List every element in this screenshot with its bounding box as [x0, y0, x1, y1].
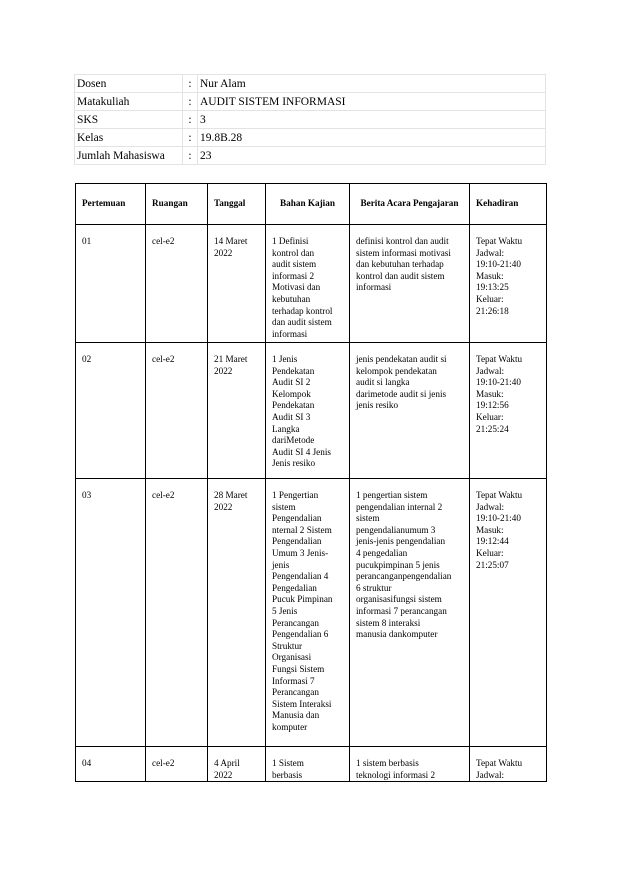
- header-tanggal: Tanggal: [208, 184, 266, 225]
- table-row: [76, 747, 547, 782]
- cell-ruangan: cel-e2: [146, 225, 208, 343]
- info-row-matakuliah: [75, 93, 546, 111]
- cell-kehadiran: Tepat Waktu Jadwal:: [470, 747, 547, 782]
- cell-berita-acara: 1 pengertian sistem pengendalian internal 2 sistem pengendalianumum 3 jenis-jenis pengendalian 4 pengedalian pucukpimpinan 5 jenis perancanganpengendalian 6 struktur organisasifungsi sistem informasi 7 perancangan sistem 8 interaksi manusia dankomputer: [350, 479, 470, 747]
- cell-tanggal: 14 Maret 2022: [208, 225, 266, 343]
- info-row-jumlah-mahasiswa: [75, 147, 546, 165]
- table-row: [76, 343, 547, 479]
- info-row-dosen: [75, 75, 546, 93]
- info-separator: :: [183, 111, 198, 129]
- info-value: 3: [198, 111, 546, 129]
- cell-pertemuan: 03: [76, 479, 146, 747]
- cell-pertemuan: 04: [76, 747, 146, 782]
- cell-tanggal: 28 Maret 2022: [208, 479, 266, 747]
- cell-tanggal: 4 April 2022: [208, 747, 266, 782]
- cell-kehadiran: Tepat Waktu Jadwal: 19:10-21:40 Masuk: 19:12:44 Keluar: 21:25:07: [470, 479, 547, 747]
- table-header-row: [76, 184, 547, 225]
- cell-berita-acara: definisi kontrol dan audit sistem informasi motivasi dan kebutuhan terhadap kontrol dan audit sistem informasi: [350, 225, 470, 343]
- header-kehadiran: Kehadiran: [470, 184, 547, 225]
- info-separator: :: [183, 147, 198, 165]
- cell-ruangan: cel-e2: [146, 479, 208, 747]
- cell-ruangan: cel-e2: [146, 343, 208, 479]
- info-label: Dosen: [75, 75, 183, 93]
- info-separator: :: [183, 75, 198, 93]
- cell-bahan-kajian: 1 Sistem berbasis: [266, 747, 350, 782]
- cell-bahan-kajian: 1 Definisi kontrol dan audit sistem informasi 2 Motivasi dan kebutuhan terhadap kontrol dan audit sistem informasi: [266, 225, 350, 343]
- info-value: Nur Alam: [198, 75, 546, 93]
- cell-berita-acara: 1 sistem berbasis teknologi informasi 2: [350, 747, 470, 782]
- cell-ruangan: cel-e2: [146, 747, 208, 782]
- cell-kehadiran: Tepat Waktu Jadwal: 19:10-21:40 Masuk: 19:13:25 Keluar: 21:26:18: [470, 225, 547, 343]
- cell-tanggal: 21 Maret 2022: [208, 343, 266, 479]
- cell-pertemuan: 01: [76, 225, 146, 343]
- table-row: [76, 479, 547, 747]
- cell-bahan-kajian: 1 Jenis Pendekatan Audit SI 2 Kelompok Pendekatan Audit SI 3 Langka dariMetode Audit SI 4 Jenis Jenis resiko: [266, 343, 350, 479]
- cell-berita-acara: jenis pendekatan audit si kelompok pendekatan audit si langka darimetode audit si jenis jenis resiko: [350, 343, 470, 479]
- info-row-sks: [75, 111, 546, 129]
- info-value: 23: [198, 147, 546, 165]
- cell-pertemuan: 02: [76, 343, 146, 479]
- info-separator: :: [183, 129, 198, 147]
- header-bahan-kajian: Bahan Kajian: [266, 184, 350, 225]
- info-value: AUDIT SISTEM INFORMASI: [198, 93, 546, 111]
- header-ruangan: Ruangan: [146, 184, 208, 225]
- info-label: Matakuliah: [75, 93, 183, 111]
- course-info-table: [74, 74, 546, 165]
- info-row-kelas: [75, 129, 546, 147]
- cell-bahan-kajian: 1 Pengertian sistem Pengendalian nternal 2 Sistem Pengendalian Umum 3 Jenis- jenis Pengendalian 4 Pengedalian Pucuk Pimpinan 5 Jenis Perancangan Pengendalian 6 Struktur Organisasi Fungsi Sistem Informasi 7 Perancangan Sistem Interaksi Manusia dan komputer: [266, 479, 350, 747]
- header-pertemuan: Pertemuan: [76, 184, 146, 225]
- cell-kehadiran: Tepat Waktu Jadwal: 19:10-21:40 Masuk: 19:12:56 Keluar: 21:25:24: [470, 343, 547, 479]
- info-value: 19.8B.28: [198, 129, 546, 147]
- info-label: SKS: [75, 111, 183, 129]
- info-label: Jumlah Mahasiswa: [75, 147, 183, 165]
- info-separator: :: [183, 93, 198, 111]
- table-row: [76, 225, 547, 343]
- attendance-table: [75, 183, 547, 782]
- header-berita-acara: Berita Acara Pengajaran: [350, 184, 470, 225]
- info-label: Kelas: [75, 129, 183, 147]
